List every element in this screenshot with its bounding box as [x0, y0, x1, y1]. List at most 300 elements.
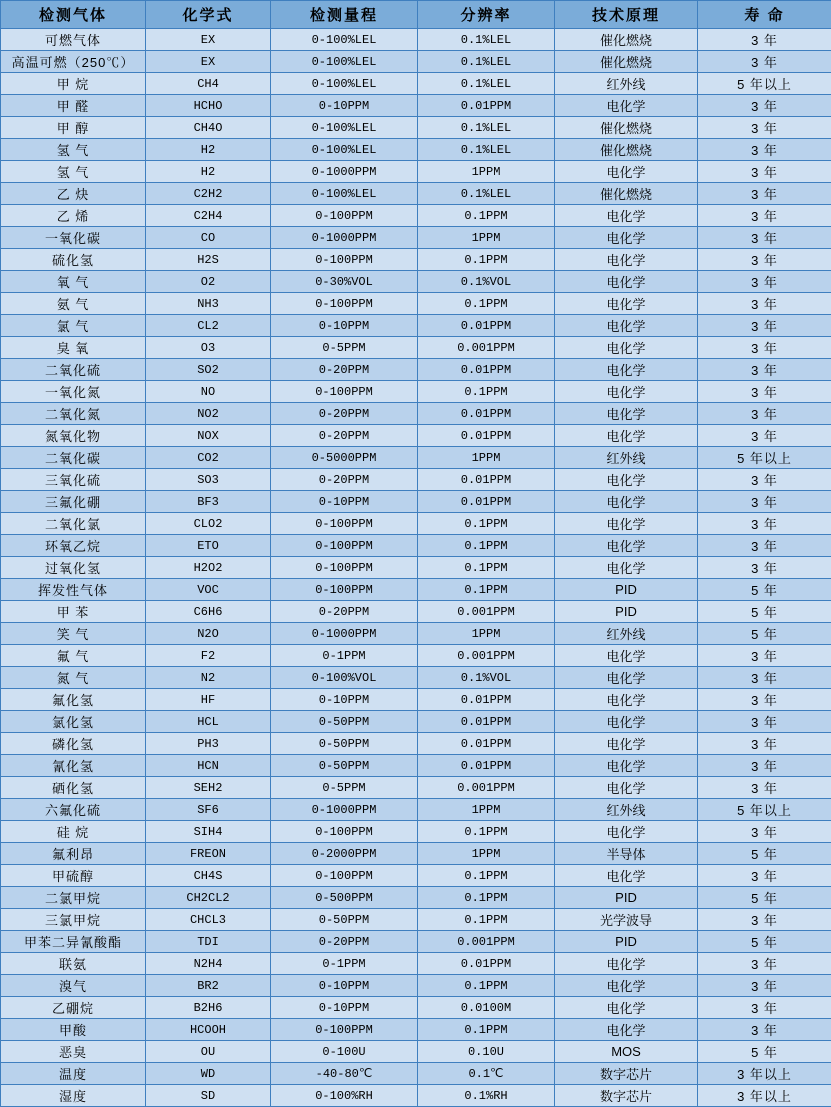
cell-gas: 湿度 [1, 1085, 146, 1107]
cell-formula: ETO [146, 535, 271, 557]
cell-gas: 甲 烷 [1, 73, 146, 95]
cell-range: 0-50PPM [271, 755, 418, 777]
cell-range: 0-100%LEL [271, 117, 418, 139]
table-row [1, 381, 831, 403]
cell-principle: 红外线 [555, 73, 698, 95]
table-row [1, 51, 831, 73]
cell-range: 0-100%LEL [271, 139, 418, 161]
cell-formula: VOC [146, 579, 271, 601]
cell-gas: 甲硫醇 [1, 865, 146, 887]
cell-lifetime: 3 年 [698, 271, 831, 293]
cell-formula: N2H4 [146, 953, 271, 975]
cell-range: 0-100PPM [271, 513, 418, 535]
cell-range: 0-100%LEL [271, 29, 418, 51]
cell-lifetime: 5 年 [698, 601, 831, 623]
cell-principle: 数字芯片 [555, 1085, 698, 1107]
cell-formula: TDI [146, 931, 271, 953]
cell-resolution: 0.10U [418, 1041, 555, 1063]
cell-principle: 电化学 [555, 645, 698, 667]
cell-resolution: 0.1%RH [418, 1085, 555, 1107]
column-header-range: 检测量程 [271, 1, 418, 29]
cell-resolution: 0.1%LEL [418, 117, 555, 139]
cell-formula: O2 [146, 271, 271, 293]
cell-gas: 氟利昂 [1, 843, 146, 865]
cell-principle: 数字芯片 [555, 1063, 698, 1085]
cell-gas: 六氟化硫 [1, 799, 146, 821]
cell-formula: B2H6 [146, 997, 271, 1019]
cell-range: 0-1000PPM [271, 799, 418, 821]
table-row [1, 139, 831, 161]
cell-gas: 臭 氧 [1, 337, 146, 359]
cell-range: 0-100%VOL [271, 667, 418, 689]
cell-lifetime: 3 年 [698, 337, 831, 359]
table-row [1, 403, 831, 425]
cell-range: 0-100%LEL [271, 183, 418, 205]
table-row [1, 645, 831, 667]
cell-range: 0-20PPM [271, 601, 418, 623]
table-row [1, 1085, 831, 1107]
cell-range: 0-50PPM [271, 711, 418, 733]
cell-gas: 可燃气体 [1, 29, 146, 51]
cell-resolution: 0.1%LEL [418, 29, 555, 51]
table-row [1, 535, 831, 557]
cell-formula: HCHO [146, 95, 271, 117]
cell-range: -40-80℃ [271, 1063, 418, 1085]
cell-gas: 一氧化氮 [1, 381, 146, 403]
table-row [1, 557, 831, 579]
cell-range: 0-1PPM [271, 953, 418, 975]
cell-lifetime: 3 年以上 [698, 1063, 831, 1085]
table-row [1, 755, 831, 777]
cell-range: 0-5PPM [271, 777, 418, 799]
cell-lifetime: 5 年 [698, 579, 831, 601]
cell-principle: 电化学 [555, 205, 698, 227]
cell-formula: CH4O [146, 117, 271, 139]
cell-formula: C2H2 [146, 183, 271, 205]
column-header-gas: 检测气体 [1, 1, 146, 29]
cell-principle: 电化学 [555, 535, 698, 557]
table-row [1, 711, 831, 733]
cell-lifetime: 3 年 [698, 249, 831, 271]
table-row [1, 491, 831, 513]
cell-range: 0-20PPM [271, 931, 418, 953]
cell-principle: 光学波导 [555, 909, 698, 931]
cell-formula: OU [146, 1041, 271, 1063]
cell-lifetime: 3 年 [698, 975, 831, 997]
cell-gas: 氟化氢 [1, 689, 146, 711]
cell-formula: SO2 [146, 359, 271, 381]
cell-range: 0-100PPM [271, 249, 418, 271]
cell-range: 0-20PPM [271, 469, 418, 491]
cell-lifetime: 3 年 [698, 777, 831, 799]
cell-gas: 甲苯二异氰酸酯 [1, 931, 146, 953]
table-row [1, 601, 831, 623]
cell-resolution: 0.1PPM [418, 975, 555, 997]
cell-gas: 三氯甲烷 [1, 909, 146, 931]
cell-range: 0-100PPM [271, 205, 418, 227]
cell-formula: CL2 [146, 315, 271, 337]
table-row [1, 623, 831, 645]
cell-gas: 磷化氢 [1, 733, 146, 755]
cell-resolution: 1PPM [418, 799, 555, 821]
table-row [1, 359, 831, 381]
cell-principle: 电化学 [555, 997, 698, 1019]
cell-lifetime: 3 年 [698, 205, 831, 227]
cell-resolution: 0.01PPM [418, 359, 555, 381]
cell-resolution: 0.001PPM [418, 931, 555, 953]
cell-formula: N2 [146, 667, 271, 689]
cell-principle: 催化燃烧 [555, 117, 698, 139]
cell-gas: 甲 醇 [1, 117, 146, 139]
cell-lifetime: 5 年以上 [698, 73, 831, 95]
cell-lifetime: 5 年 [698, 843, 831, 865]
cell-gas: 氯 气 [1, 315, 146, 337]
cell-principle: 催化燃烧 [555, 139, 698, 161]
cell-resolution: 0.1%LEL [418, 183, 555, 205]
cell-gas: 氮氧化物 [1, 425, 146, 447]
cell-principle: 电化学 [555, 425, 698, 447]
cell-formula: NH3 [146, 293, 271, 315]
cell-lifetime: 3 年 [698, 95, 831, 117]
cell-gas: 乙 炔 [1, 183, 146, 205]
cell-principle: MOS [555, 1041, 698, 1063]
cell-range: 0-20PPM [271, 425, 418, 447]
cell-gas: 氰化氢 [1, 755, 146, 777]
table-row [1, 183, 831, 205]
cell-lifetime: 3 年 [698, 469, 831, 491]
cell-formula: HCOOH [146, 1019, 271, 1041]
cell-range: 0-1000PPM [271, 227, 418, 249]
cell-resolution: 0.01PPM [418, 95, 555, 117]
cell-resolution: 0.1PPM [418, 1019, 555, 1041]
cell-lifetime: 3 年 [698, 557, 831, 579]
cell-gas: 乙 烯 [1, 205, 146, 227]
cell-formula: CLO2 [146, 513, 271, 535]
cell-principle: 红外线 [555, 799, 698, 821]
cell-principle: 电化学 [555, 711, 698, 733]
cell-formula: NO2 [146, 403, 271, 425]
cell-range: 0-100%RH [271, 1085, 418, 1107]
cell-resolution: 0.1PPM [418, 513, 555, 535]
table-row [1, 227, 831, 249]
table-row [1, 447, 831, 469]
cell-gas: 过氧化氢 [1, 557, 146, 579]
cell-lifetime: 3 年 [698, 425, 831, 447]
cell-formula: H2O2 [146, 557, 271, 579]
cell-gas: 三氧化硫 [1, 469, 146, 491]
table-row [1, 513, 831, 535]
cell-principle: PID [555, 579, 698, 601]
cell-principle: 电化学 [555, 491, 698, 513]
cell-gas: 硒化氢 [1, 777, 146, 799]
cell-formula: EX [146, 29, 271, 51]
cell-lifetime: 3 年 [698, 161, 831, 183]
cell-formula: H2S [146, 249, 271, 271]
table-row [1, 689, 831, 711]
cell-principle: 电化学 [555, 249, 698, 271]
cell-resolution: 1PPM [418, 843, 555, 865]
table-row [1, 469, 831, 491]
cell-lifetime: 3 年 [698, 909, 831, 931]
cell-lifetime: 3 年 [698, 1019, 831, 1041]
cell-formula: CH4 [146, 73, 271, 95]
cell-range: 0-10PPM [271, 689, 418, 711]
cell-range: 0-100PPM [271, 579, 418, 601]
cell-formula: SF6 [146, 799, 271, 821]
cell-gas: 氮 气 [1, 667, 146, 689]
cell-principle: 红外线 [555, 447, 698, 469]
cell-gas: 二氧化碳 [1, 447, 146, 469]
cell-formula: N2O [146, 623, 271, 645]
cell-range: 0-50PPM [271, 733, 418, 755]
table-row [1, 865, 831, 887]
cell-formula: SIH4 [146, 821, 271, 843]
cell-lifetime: 3 年 [698, 293, 831, 315]
cell-gas: 挥发性气体 [1, 579, 146, 601]
cell-range: 0-100%LEL [271, 73, 418, 95]
cell-range: 0-500PPM [271, 887, 418, 909]
cell-formula: FREON [146, 843, 271, 865]
cell-range: 0-100PPM [271, 381, 418, 403]
cell-resolution: 0.1%LEL [418, 51, 555, 73]
cell-lifetime: 5 年 [698, 931, 831, 953]
cell-formula: CH2CL2 [146, 887, 271, 909]
column-header-principle: 技术原理 [555, 1, 698, 29]
cell-formula: NO [146, 381, 271, 403]
cell-gas: 乙硼烷 [1, 997, 146, 1019]
cell-lifetime: 3 年 [698, 381, 831, 403]
table-row [1, 821, 831, 843]
cell-range: 0-10PPM [271, 491, 418, 513]
cell-principle: 电化学 [555, 689, 698, 711]
cell-principle: PID [555, 931, 698, 953]
cell-principle: PID [555, 601, 698, 623]
cell-resolution: 0.1PPM [418, 579, 555, 601]
table-row [1, 205, 831, 227]
cell-gas: 恶臭 [1, 1041, 146, 1063]
cell-formula: NOX [146, 425, 271, 447]
cell-gas: 二氧化氯 [1, 513, 146, 535]
table-row [1, 931, 831, 953]
cell-range: 0-100PPM [271, 1019, 418, 1041]
table-row [1, 975, 831, 997]
cell-resolution: 1PPM [418, 623, 555, 645]
cell-gas: 笑 气 [1, 623, 146, 645]
cell-principle: 电化学 [555, 667, 698, 689]
cell-formula: SD [146, 1085, 271, 1107]
cell-principle: 电化学 [555, 755, 698, 777]
table-row [1, 117, 831, 139]
table-row [1, 887, 831, 909]
cell-principle: 催化燃烧 [555, 29, 698, 51]
cell-resolution: 0.1PPM [418, 887, 555, 909]
cell-resolution: 0.01PPM [418, 469, 555, 491]
cell-resolution: 0.1%LEL [418, 139, 555, 161]
cell-resolution: 0.01PPM [418, 755, 555, 777]
cell-principle: 电化学 [555, 777, 698, 799]
cell-resolution: 1PPM [418, 227, 555, 249]
cell-resolution: 0.1%VOL [418, 271, 555, 293]
cell-gas: 二氧化硫 [1, 359, 146, 381]
table-row [1, 161, 831, 183]
cell-lifetime: 3 年 [698, 359, 831, 381]
cell-lifetime: 3 年 [698, 491, 831, 513]
cell-resolution: 0.1PPM [418, 557, 555, 579]
cell-resolution: 0.1PPM [418, 205, 555, 227]
cell-range: 0-1PPM [271, 645, 418, 667]
cell-resolution: 0.1PPM [418, 293, 555, 315]
cell-range: 0-100PPM [271, 293, 418, 315]
cell-gas: 甲酸 [1, 1019, 146, 1041]
cell-gas: 温度 [1, 1063, 146, 1085]
table-row [1, 843, 831, 865]
table-row [1, 293, 831, 315]
table-header-row [1, 1, 831, 29]
cell-principle: 电化学 [555, 381, 698, 403]
cell-gas: 氯化氢 [1, 711, 146, 733]
cell-resolution: 0.0100M [418, 997, 555, 1019]
cell-range: 0-10PPM [271, 95, 418, 117]
cell-resolution: 0.001PPM [418, 645, 555, 667]
cell-principle: 电化学 [555, 557, 698, 579]
cell-lifetime: 3 年 [698, 29, 831, 51]
cell-principle: 红外线 [555, 623, 698, 645]
cell-resolution: 0.1%LEL [418, 73, 555, 95]
cell-lifetime: 3 年以上 [698, 1085, 831, 1107]
cell-resolution: 0.01PPM [418, 315, 555, 337]
cell-gas: 硅 烷 [1, 821, 146, 843]
cell-gas: 氢 气 [1, 139, 146, 161]
cell-gas: 氧 气 [1, 271, 146, 293]
table-row [1, 337, 831, 359]
cell-formula: O3 [146, 337, 271, 359]
table-row [1, 799, 831, 821]
cell-range: 0-100PPM [271, 865, 418, 887]
cell-principle: 电化学 [555, 161, 698, 183]
cell-range: 0-1000PPM [271, 623, 418, 645]
cell-formula: F2 [146, 645, 271, 667]
cell-lifetime: 3 年 [698, 667, 831, 689]
cell-range: 0-10PPM [271, 315, 418, 337]
cell-principle: 电化学 [555, 293, 698, 315]
cell-lifetime: 3 年 [698, 953, 831, 975]
cell-gas: 氨 气 [1, 293, 146, 315]
table-row [1, 315, 831, 337]
cell-formula: C2H4 [146, 205, 271, 227]
cell-resolution: 0.1PPM [418, 821, 555, 843]
cell-principle: 电化学 [555, 821, 698, 843]
cell-resolution: 1PPM [418, 161, 555, 183]
cell-lifetime: 3 年 [698, 139, 831, 161]
cell-resolution: 0.1PPM [418, 865, 555, 887]
cell-range: 0-100PPM [271, 821, 418, 843]
cell-lifetime: 5 年以上 [698, 447, 831, 469]
cell-resolution: 0.1PPM [418, 535, 555, 557]
cell-resolution: 0.01PPM [418, 953, 555, 975]
cell-lifetime: 3 年 [698, 733, 831, 755]
cell-lifetime: 5 年 [698, 887, 831, 909]
cell-gas: 联氨 [1, 953, 146, 975]
cell-principle: 电化学 [555, 975, 698, 997]
cell-principle: 电化学 [555, 865, 698, 887]
cell-formula: H2 [146, 139, 271, 161]
cell-formula: BF3 [146, 491, 271, 513]
table-row [1, 909, 831, 931]
cell-range: 0-10PPM [271, 975, 418, 997]
cell-gas: 高温可燃（250℃） [1, 51, 146, 73]
table-row [1, 29, 831, 51]
cell-range: 0-5PPM [271, 337, 418, 359]
cell-lifetime: 3 年 [698, 689, 831, 711]
table-row [1, 249, 831, 271]
table-row [1, 777, 831, 799]
table-row [1, 667, 831, 689]
cell-lifetime: 5 年 [698, 623, 831, 645]
table-row [1, 425, 831, 447]
cell-principle: 催化燃烧 [555, 183, 698, 205]
cell-principle: 电化学 [555, 403, 698, 425]
cell-resolution: 0.01PPM [418, 733, 555, 755]
cell-formula: HCN [146, 755, 271, 777]
cell-formula: CO [146, 227, 271, 249]
table-row [1, 997, 831, 1019]
cell-resolution: 0.1%VOL [418, 667, 555, 689]
cell-principle: 半导体 [555, 843, 698, 865]
cell-lifetime: 3 年 [698, 821, 831, 843]
cell-range: 0-5000PPM [271, 447, 418, 469]
cell-lifetime: 5 年 [698, 1041, 831, 1063]
cell-range: 0-100PPM [271, 557, 418, 579]
cell-lifetime: 3 年 [698, 711, 831, 733]
cell-principle: 电化学 [555, 1019, 698, 1041]
table-body [1, 29, 831, 1107]
cell-resolution: 0.01PPM [418, 425, 555, 447]
table-row [1, 271, 831, 293]
cell-principle: 电化学 [555, 337, 698, 359]
cell-formula: SO3 [146, 469, 271, 491]
cell-formula: CH4S [146, 865, 271, 887]
cell-formula: BR2 [146, 975, 271, 997]
cell-lifetime: 3 年 [698, 117, 831, 139]
cell-gas: 三氟化硼 [1, 491, 146, 513]
cell-principle: 电化学 [555, 733, 698, 755]
column-header-resolution: 分辨率 [418, 1, 555, 29]
cell-gas: 甲 苯 [1, 601, 146, 623]
cell-principle: 电化学 [555, 315, 698, 337]
cell-formula: CO2 [146, 447, 271, 469]
cell-lifetime: 3 年 [698, 51, 831, 73]
cell-range: 0-20PPM [271, 359, 418, 381]
cell-principle: 电化学 [555, 271, 698, 293]
cell-resolution: 0.1℃ [418, 1063, 555, 1085]
cell-resolution: 0.01PPM [418, 491, 555, 513]
table-row [1, 1041, 831, 1063]
cell-resolution: 0.01PPM [418, 403, 555, 425]
cell-lifetime: 3 年 [698, 315, 831, 337]
cell-lifetime: 3 年 [698, 865, 831, 887]
cell-principle: 电化学 [555, 227, 698, 249]
cell-principle: 电化学 [555, 513, 698, 535]
table-row [1, 733, 831, 755]
cell-formula: HCL [146, 711, 271, 733]
cell-lifetime: 3 年 [698, 403, 831, 425]
cell-formula: C6H6 [146, 601, 271, 623]
column-header-formula: 化学式 [146, 1, 271, 29]
cell-resolution: 0.01PPM [418, 689, 555, 711]
cell-gas: 硫化氢 [1, 249, 146, 271]
cell-resolution: 0.1PPM [418, 381, 555, 403]
cell-resolution: 1PPM [418, 447, 555, 469]
